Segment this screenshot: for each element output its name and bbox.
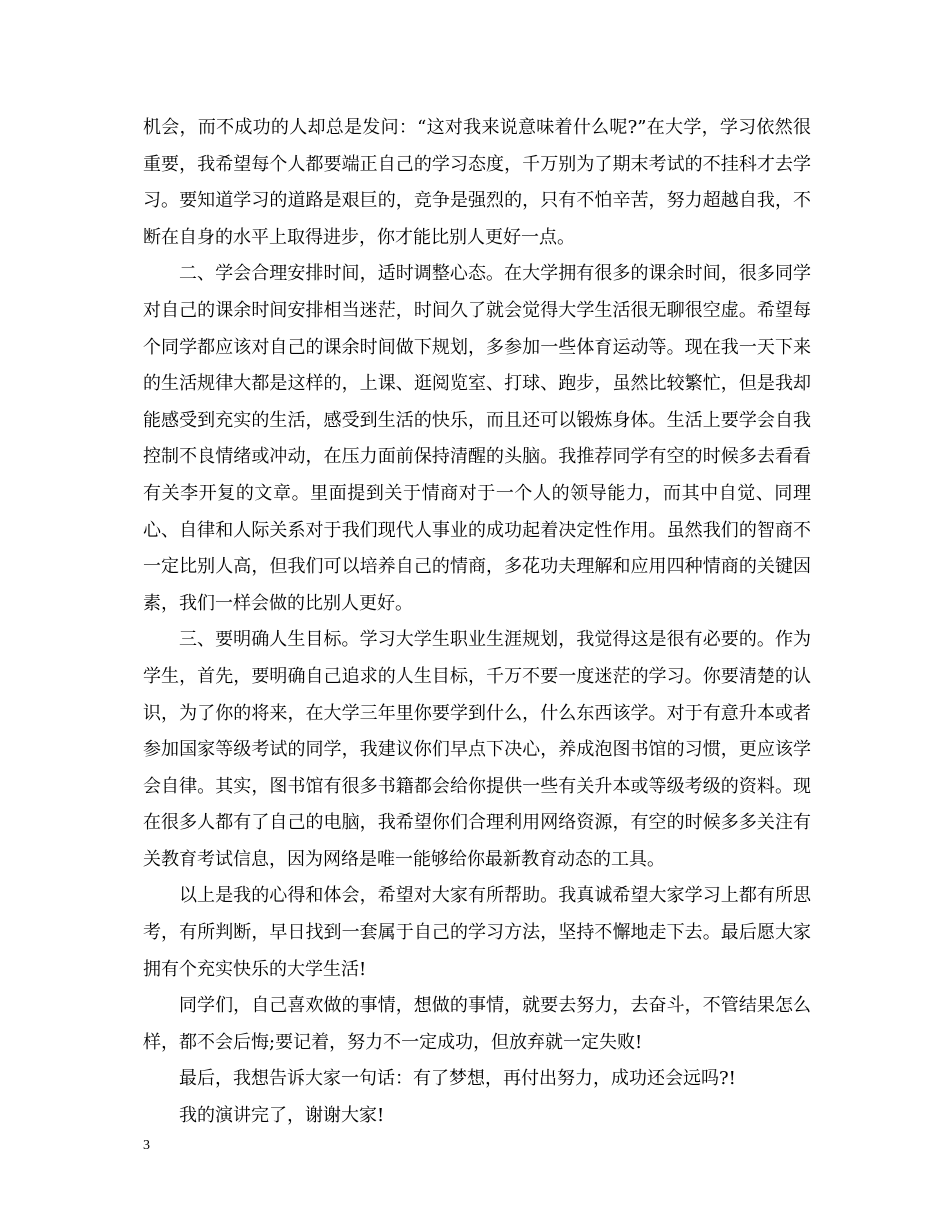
paragraph-life-goals: 三、要明确人生目标。学习大学生职业生涯规划，我觉得这是很有必要的。作为学生，首先，要明确自己追求的人生目标，千万不要一度迷茫的学习。你要清楚的认识，为了你的将来，在大学三年里你要学到什么，什么东西该学。对于有意升本或者参加国家等级考试的同学，我建议你们早点下决心，养成泡图书馆的习惯，更应该学会自律。其实，图书馆有很多书籍都会给你提供一些有关升本或等级考级的资料。现在很多人都有了自己的电脑，我希望你们合理利用网络资源，有空的时候多多关注有关教育考试信息，因为网络是唯一能够给你最新教育动态的工具。 xyxy=(143,629,811,870)
paragraph-closing: 我的演讲完了，谢谢大家! xyxy=(179,1105,385,1127)
document-body xyxy=(143,110,811,1135)
paragraph-continuation: 机会，而不成功的人却总是发问：“这对我来说意味着什么呢?”在大学，学习依然很重要，我希望每个人都要端正自己的学习态度，千万别为了期末考试的不挂科才去学习。要知道学习的道路是艰巨的，竞争是强烈的，只有不怕辛苦，努力超越自我，不断在自身的水平上取得进步，你才能比别人更好一点。 xyxy=(143,117,811,248)
paragraph-final-words: 最后，我想告诉大家一句话：有了梦想，再付出努力，成功还会远吗?! xyxy=(179,1068,736,1090)
paragraph-summary: 以上是我的心得和体会，希望对大家有所帮助。我真诚希望大家学习上都有所思考，有所判断，早日找到一套属于自己的学习方法，坚持不懈地走下去。最后愿大家拥有个充实快乐的大学生活! xyxy=(143,885,811,980)
paragraph-time-management: 二、学会合理安排时间，适时调整心态。在大学拥有很多的课余时间，很多同学对自己的课余时间安排相当迷茫，时间久了就会觉得大学生活很无聊很空虚。希望每个同学都应该对自己的课余时间做下规划，多参加一些体育运动等。现在我一天下来的生活规律大都是这样的，上课、逛阅览室、打球、跑步，虽然比较繁忙，但是我却能感受到充实的生活，感受到生活的快乐，而且还可以锻炼身体。生活上要学会自我控制不良情绪或冲动，在压力面前保持清醒的头脑。我推荐同学有空的时候多去看看有关李开复的文章。里面提到关于情商对于一个人的领导能力，而其中自觉、同理心、自律和人际关系对于我们现代人事业的成功起着决定性作用。虽然我们的智商不一定比别人高，但我们可以培养自己的情商，多花功夫理解和应用四种情商的关键因素，我们一样会做的比别人更好。 xyxy=(143,263,811,614)
page-number: 3 xyxy=(143,1138,150,1153)
paragraph-encouragement: 同学们，自己喜欢做的事情，想做的事情，就要去努力，去奋斗，不管结果怎么样，都不会后悔;要记着，努力不一定成功，但放弃就一定失败! xyxy=(143,995,811,1053)
